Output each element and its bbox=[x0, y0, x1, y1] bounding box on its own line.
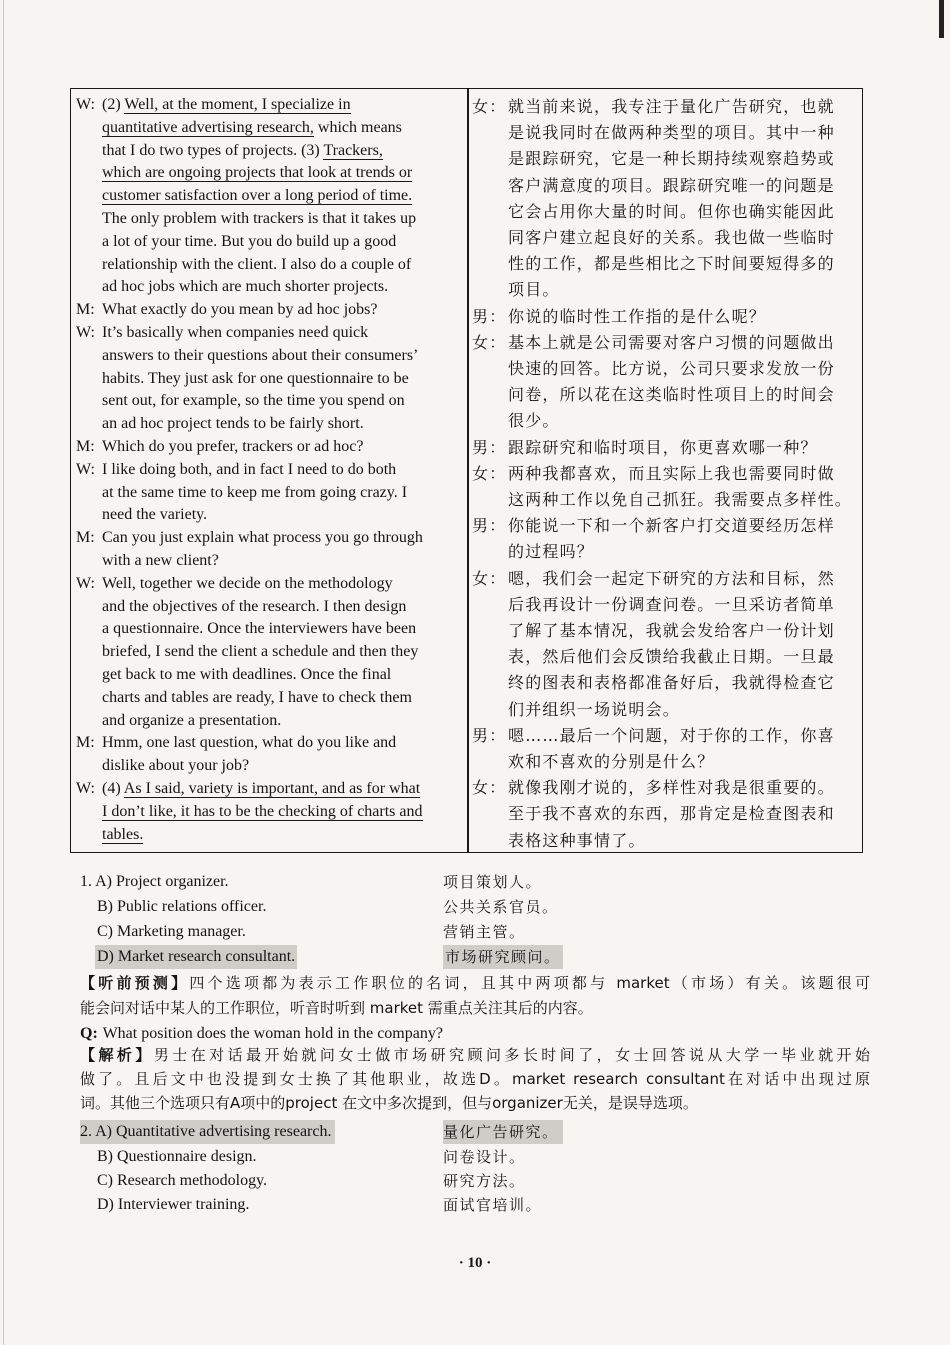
q2-option-a-answer: 2. A) Quantitative advertising research. bbox=[80, 1120, 335, 1144]
dialogue-text: dislike about your job? bbox=[102, 757, 250, 775]
analysis-text-1: 男士在对话最开始就问女士做市场研究顾问多长时间了，女士回答说从大学一毕业就开始 bbox=[153, 1046, 870, 1064]
scan-edge bbox=[3, 0, 4, 1345]
translation-text: 们并组织一场说明会。 bbox=[508, 699, 681, 719]
dialogue-text: sent out, for example, so the time you spend on bbox=[102, 392, 405, 410]
dialogue-en-line bbox=[76, 778, 464, 800]
dialogue-en-line bbox=[102, 185, 464, 207]
dialogue-text: that I do two types of projects. (3) bbox=[102, 141, 324, 159]
translation-text: 就当前来说，我专注于量化广告研究，也就 bbox=[508, 97, 835, 116]
speaker-label: M: bbox=[76, 734, 95, 752]
dialogue-zh-line bbox=[508, 618, 858, 644]
speaker-label-zh: 男： bbox=[472, 437, 507, 457]
dialogue-zh-line bbox=[472, 723, 858, 749]
dialogue-zh-line bbox=[508, 146, 858, 172]
dialogue-zh-line bbox=[508, 199, 858, 225]
analysis-line2: 做了。且后文中也没提到女士换了其他职业，故选D。market research consultant在对话中出现过原 bbox=[80, 1070, 870, 1088]
dialogue-en-line bbox=[102, 710, 464, 732]
q2-option-d: D) Interviewer training. bbox=[97, 1196, 250, 1213]
translation-text: 欢和不喜欢的分别是什么？ bbox=[508, 752, 715, 771]
dialogue-en-line bbox=[102, 390, 464, 412]
speaker-label-zh: 男： bbox=[472, 516, 507, 536]
speaker-label: M: bbox=[76, 438, 95, 455]
dialogue-zh-line bbox=[508, 408, 858, 434]
analysis-line3: 词。其他三个选项只有A项中的project 在文中多次提到，但与organizer无关，是误导选项。 bbox=[80, 1094, 698, 1112]
speaker-label-zh: 女： bbox=[472, 463, 507, 483]
dialogue-text: an ad hoc project tends to be fairly short. bbox=[102, 415, 364, 433]
dialogue-zh-line bbox=[472, 775, 858, 801]
translation-text: 就像我刚才说的，多样性对我是很重要的。 bbox=[508, 778, 835, 798]
dialogue-text: Hmm, one last question, what do you like and bbox=[102, 734, 397, 752]
dialogue-zh-line bbox=[508, 644, 858, 670]
underlined-answer-text: tables. bbox=[102, 825, 144, 843]
dialogue-en-line bbox=[102, 482, 464, 504]
dialogue-en-line bbox=[102, 117, 464, 139]
dialogue-text: answers to their questions about their consumers’ bbox=[102, 346, 419, 364]
question-prompt bbox=[80, 1021, 870, 1045]
translation-text: 终的图表和表格都准备好后，我就得检查它 bbox=[508, 673, 835, 693]
dialogue-zh-line bbox=[472, 330, 858, 356]
underlined-answer-text: quantitative advertising research, bbox=[102, 118, 314, 136]
dialogue-en-line bbox=[102, 345, 464, 367]
dialogue-en-line bbox=[76, 732, 464, 754]
dialogue-zh-line bbox=[508, 828, 858, 854]
dialogue-zh-line bbox=[508, 670, 858, 696]
dialogue-en-line bbox=[76, 573, 464, 595]
scan-mark bbox=[939, 0, 944, 38]
dialogue-en-line bbox=[102, 368, 464, 390]
dialogue-zh-line bbox=[508, 539, 858, 565]
dialogue-zh-line bbox=[508, 592, 858, 618]
underlined-answer-text: Trackers, bbox=[323, 141, 383, 159]
underlined-answer-text: Well, at the moment, I specialize in bbox=[124, 96, 351, 113]
dialogue-table bbox=[70, 88, 863, 853]
dialogue-zh-line bbox=[472, 435, 858, 461]
translation-text: 这两种工作以免自己抓狂。我需要点多样性。 bbox=[508, 490, 853, 509]
dialogue-en-line bbox=[102, 801, 464, 823]
speaker-label: M: bbox=[76, 529, 95, 547]
dialogue-text: Well, together we decide on the methodology bbox=[102, 574, 393, 592]
q2-option-b-zh: 问卷设计。 bbox=[443, 1148, 526, 1166]
underlined-answer-text: which are ongoing projects that look at trends or bbox=[102, 164, 413, 182]
translation-text: 是跟踪研究，它是一种长期持续观察趋势或 bbox=[508, 149, 835, 169]
predict-note-line1 bbox=[80, 971, 870, 995]
dialogue-text: with a new client? bbox=[102, 552, 219, 569]
dialogue-text: at the same time to keep me from going crazy. I bbox=[102, 483, 408, 501]
q1-option-b: B) Public relations officer. bbox=[97, 898, 267, 915]
dialogue-text: briefed, I send the client a schedule and then they bbox=[102, 643, 419, 661]
translation-text: 嗯，我们会一起定下研究的方法和目标，然 bbox=[508, 568, 835, 588]
dialogue-zh-line bbox=[508, 251, 858, 277]
dialogue-text: Can you just explain what process you go through bbox=[102, 529, 423, 547]
q1-option-a-zh: 项目策划人。 bbox=[443, 873, 543, 891]
dialogue-text: need the variety. bbox=[102, 506, 208, 524]
dialogue-text: It’s basically when companies need quick bbox=[102, 324, 369, 341]
dialogue-zh-line bbox=[472, 304, 858, 330]
predict-text-1: 四个选项都为表示工作职位的名词，且其中两项都与 market（市场）有关。该题很可 bbox=[189, 974, 870, 992]
predict-note-line2: 能会问对话中某人的工作职位，听音时听到 market 需重点关注其后的内容。 bbox=[80, 999, 593, 1017]
dialogue-text: ad hoc jobs which are much shorter projects. bbox=[102, 278, 389, 296]
translation-text: 至于我不喜欢的东西，那肯定是检查图表和 bbox=[508, 804, 835, 824]
speaker-label-zh: 女： bbox=[472, 778, 507, 798]
dialogue-zh-line bbox=[472, 461, 858, 487]
q2-option-c-zh: 研究方法。 bbox=[443, 1172, 526, 1190]
dialogue-text: and the objectives of the research. I then design bbox=[102, 597, 407, 615]
speaker-label-zh: 男： bbox=[472, 306, 507, 326]
dialogue-en-line bbox=[102, 618, 464, 640]
dialogue-zh-line bbox=[508, 225, 858, 251]
translation-text: 了解了基本情况，我就会发给客户一份计划 bbox=[508, 621, 835, 640]
dialogue-zh-line bbox=[472, 566, 858, 592]
dialogue-text: charts and tables are ready, I have to check them bbox=[102, 688, 412, 706]
analysis-line1 bbox=[80, 1043, 870, 1067]
dialogue-text: which means bbox=[313, 118, 402, 136]
translation-text: 表，然后他们会反馈给我截止日期。一旦最 bbox=[508, 647, 835, 667]
q2-option-d-zh: 面试官培训。 bbox=[443, 1196, 543, 1214]
speaker-label: W: bbox=[76, 96, 95, 113]
translation-text: 基本上就是公司需要对客户习惯的问题做出 bbox=[508, 332, 835, 352]
predict-tag: 【听前预测】 bbox=[80, 974, 190, 992]
dialogue-text: Which do you prefer, trackers or ad hoc? bbox=[102, 438, 364, 455]
speaker-label-zh: 女： bbox=[472, 97, 507, 116]
dialogue-zh-line bbox=[472, 94, 858, 120]
dialogue-en-line bbox=[76, 94, 464, 116]
speaker-label: W: bbox=[76, 780, 95, 797]
dialogue-text: get back to me with deadlines. Once the final bbox=[102, 666, 392, 683]
dialogue-text: (2) bbox=[102, 96, 125, 113]
translation-text: 客户满意度的项目。跟踪研究唯一的问题是 bbox=[508, 175, 835, 195]
dialogue-en-line bbox=[102, 550, 464, 572]
dialogue-text: (4) bbox=[102, 780, 124, 797]
dialogue-zh-line bbox=[508, 801, 858, 827]
page-number: · 10 · bbox=[458, 1255, 492, 1271]
dialogue-text: What exactly do you mean by ad hoc jobs? bbox=[102, 301, 378, 319]
translation-text: 项目。 bbox=[508, 280, 560, 300]
q2-option-b: B) Questionnaire design. bbox=[97, 1148, 257, 1165]
analysis-tag: 【解析】 bbox=[80, 1046, 154, 1064]
dialogue-en-line bbox=[76, 436, 464, 458]
translation-text: 是说我同时在做两种类型的项目。其中一种 bbox=[508, 123, 835, 143]
dialogue-zh-line bbox=[508, 697, 858, 723]
dialogue-text: I like doing both, and in fact I need to do both bbox=[102, 460, 397, 478]
speaker-label-zh: 女： bbox=[472, 568, 507, 588]
column-divider bbox=[467, 89, 469, 852]
dialogue-en-line bbox=[102, 641, 464, 663]
translation-text: 的过程吗？ bbox=[508, 542, 595, 562]
q1-option-b-zh: 公共关系官员。 bbox=[443, 898, 559, 916]
translation-text: 两种我都喜欢，而且实际上我也需要同时做 bbox=[508, 463, 835, 483]
dialogue-en-line bbox=[102, 664, 464, 686]
dialogue-text: and organize a presentation. bbox=[102, 711, 282, 729]
translation-text: 嗯……最后一个问题，对于你的工作，你喜 bbox=[508, 725, 835, 745]
q2-option-c: C) Research methodology. bbox=[97, 1172, 268, 1189]
dialogue-zh-line bbox=[508, 356, 858, 382]
dialogue-zh-line bbox=[508, 120, 858, 146]
dialogue-zh-line bbox=[508, 749, 858, 775]
q2-option-a-zh-answer: 量化广告研究。 bbox=[443, 1120, 563, 1144]
speaker-label: W: bbox=[76, 324, 95, 341]
dialogue-en-line bbox=[102, 824, 464, 846]
translation-text: 同客户建立起良好的关系。我也做一些临时 bbox=[508, 228, 835, 247]
q-text: What position does the woman hold in the company? bbox=[102, 1025, 443, 1042]
q1-option-c: C) Marketing manager. bbox=[97, 923, 246, 940]
dialogue-en-line bbox=[76, 527, 464, 549]
dialogue-en-line bbox=[102, 276, 464, 298]
dialogue-en-line bbox=[102, 231, 464, 253]
dialogue-en-line bbox=[102, 504, 464, 526]
dialogue-zh-line bbox=[472, 513, 858, 539]
dialogue-zh-line bbox=[508, 277, 858, 303]
dialogue-en-line bbox=[76, 322, 464, 344]
dialogue-text: a lot of your time. But you do build up a good bbox=[102, 232, 397, 250]
dialogue-zh-line bbox=[508, 487, 858, 513]
speaker-label-zh: 男： bbox=[472, 725, 507, 745]
speaker-label: W: bbox=[76, 460, 95, 478]
underlined-answer-text: I don’t like, it has to be the checking of charts and bbox=[102, 802, 423, 820]
translation-text: 性的工作，都是些相比之下时间要短得多的 bbox=[508, 254, 835, 274]
speaker-label-zh: 女： bbox=[472, 332, 507, 352]
dialogue-en-line bbox=[102, 140, 464, 162]
q1-option-d-zh-answer: 市场研究顾问。 bbox=[443, 945, 563, 969]
translation-text: 它会占用你大量的时间。但你也确实能因此 bbox=[508, 201, 835, 221]
dialogue-en-line bbox=[102, 687, 464, 709]
dialogue-text: relationship with the client. I also do a couple of bbox=[102, 255, 412, 273]
translation-text: 后我再设计一份调查问卷。一旦采访者简单 bbox=[508, 594, 835, 614]
underlined-answer-text: As I said, variety is important, and as for what bbox=[123, 780, 421, 797]
dialogue-en-line bbox=[102, 162, 464, 184]
dialogue-text: a questionnaire. Once the interviewers have been bbox=[102, 620, 417, 638]
dialogue-en-line bbox=[102, 208, 464, 230]
dialogue-zh-line bbox=[508, 173, 858, 199]
dialogue-en-line bbox=[102, 596, 464, 618]
translation-text: 你能说一下和一个新客户打交道要经历怎样 bbox=[508, 516, 835, 536]
dialogue-en-line bbox=[76, 459, 464, 481]
dialogue-en-line bbox=[102, 254, 464, 276]
q-label: Q: bbox=[80, 1025, 98, 1042]
translation-text: 表格这种事情了。 bbox=[508, 830, 646, 850]
dialogue-en-line bbox=[102, 413, 464, 435]
translation-text: 跟踪研究和临时项目，你更喜欢哪一种？ bbox=[508, 437, 818, 457]
translation-text: 你说的临时性工作指的是什么呢？ bbox=[508, 306, 767, 326]
q1-option-d-answer: D) Market research consultant. bbox=[95, 945, 297, 969]
speaker-label: M: bbox=[76, 301, 95, 319]
dialogue-en-line bbox=[102, 755, 464, 777]
dialogue-zh-line bbox=[508, 382, 858, 408]
q1-option-c-zh: 营销主管。 bbox=[443, 923, 526, 941]
underlined-answer-text: customer satisfaction over a long period of time. bbox=[102, 187, 413, 205]
dialogue-text: habits. They just ask for one questionnaire to be bbox=[102, 369, 409, 387]
speaker-label: W: bbox=[76, 574, 95, 592]
dialogue-text: The only problem with trackers is that it takes up bbox=[102, 210, 417, 227]
translation-text: 快速的回答。比方说，公司只要求发放一份 bbox=[508, 359, 835, 378]
translation-text: 很少。 bbox=[508, 411, 560, 431]
translation-text: 问卷，所以花在这类临时性项目上的时间会 bbox=[508, 385, 835, 405]
dialogue-en-line bbox=[76, 299, 464, 321]
q1-option-a: 1. A) Project organizer. bbox=[80, 873, 229, 890]
